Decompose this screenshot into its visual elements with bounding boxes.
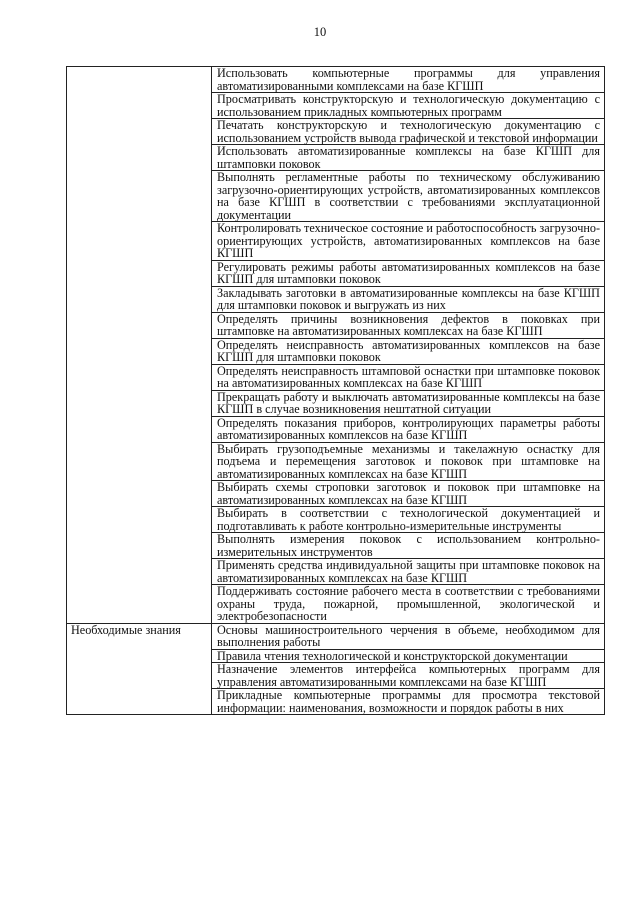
skills-label — [67, 67, 212, 624]
skills-item: Регулировать режимы работы автоматизированных комплексов на базе КГШП для штамповки поковок — [212, 260, 605, 286]
skills-item: Определять неисправность штамповой оснастки при штамповке поковок на автоматизированных комплексах на базе КГШП — [212, 364, 605, 390]
knowledge-item: Прикладные компьютерные программы для просмотра текстовой информации: наименования, возможности и порядок работы в них — [212, 689, 605, 715]
skills-item: Выбирать в соответствии с технологической документацией и подготавливать к работе контрольно-измерительные инструменты — [212, 507, 605, 533]
skills-row — [67, 67, 605, 93]
skills-item: Печатать конструкторскую и технологическую документацию с использованием устройств вывода графической и текстовой информации — [212, 119, 605, 145]
skills-item: Выполнять измерения поковок с использованием контрольно-измерительных инструментов — [212, 533, 605, 559]
skills-item: Поддерживать состояние рабочего места в соответствии с требованиями охраны труда, пожарной, промышленной, экологической и электробезопасности — [212, 585, 605, 624]
skills-item: Выбирать схемы строповки заготовок и поковок при штамповке на автоматизированных комплексах на базе КГШП — [212, 481, 605, 507]
skills-item: Контролировать техническое состояние и работоспособность загрузочно-ориентирующих устройств, автоматизированных комплексов на базе КГШП — [212, 222, 605, 261]
knowledge-item: Правила чтения технологической и конструкторской документации — [212, 649, 605, 663]
skills-item: Использовать компьютерные программы для управления автоматизированными комплексами на базе КГШП — [212, 67, 605, 93]
requirements-table — [66, 66, 605, 715]
skills-item: Выбирать грузоподъемные механизмы и такелажную оснастку для подъема и перемещения заготовок и поковок при штамповке на автоматизированных комплексах на базе КГШП — [212, 442, 605, 481]
skills-item: Закладывать заготовки в автоматизированные комплексы на базе КГШП для штамповки поковок и выгружать из них — [212, 286, 605, 312]
skills-item: Определять показания приборов, контролирующих параметры работы автоматизированных комплексов на базе КГШП — [212, 416, 605, 442]
skills-item: Применять средства индивидуальной защиты при штамповке поковок на автоматизированных комплексах на базе КГШП — [212, 559, 605, 585]
knowledge-item: Основы машиностроительного черчения в объеме, необходимом для выполнения работы — [212, 623, 605, 649]
knowledge-label: Необходимые знания — [67, 623, 212, 715]
skills-item: Использовать автоматизированные комплексы на базе КГШП для штамповки поковок — [212, 145, 605, 171]
page-number: 10 — [313, 25, 327, 39]
skills-item: Просматривать конструкторскую и технологическую документацию с использованием прикладных компьютерных программ — [212, 93, 605, 119]
skills-item: Определять причины возникновения дефектов в поковках при штамповке на автоматизированных комплексах на базе КГШП — [212, 312, 605, 338]
skills-item: Прекращать работу и выключать автоматизированные комплексы на базе КГШП в случае возникновения нештатной ситуации — [212, 390, 605, 416]
knowledge-item: Назначение элементов интерфейса компьютерных программ для управления автоматизированными комплексами на базе КГШП — [212, 663, 605, 689]
knowledge-row — [67, 623, 605, 649]
skills-item: Выполнять регламентные работы по техническому обслуживанию загрузочно-ориентирующих устройств, автоматизированных комплексов на базе КГШП в соответствии с требованиями эксплуатационной документации — [212, 171, 605, 222]
requirements-table-body — [67, 67, 605, 715]
skills-item: Определять неисправность автоматизированных комплексов на базе КГШП для штамповки поковок — [212, 338, 605, 364]
